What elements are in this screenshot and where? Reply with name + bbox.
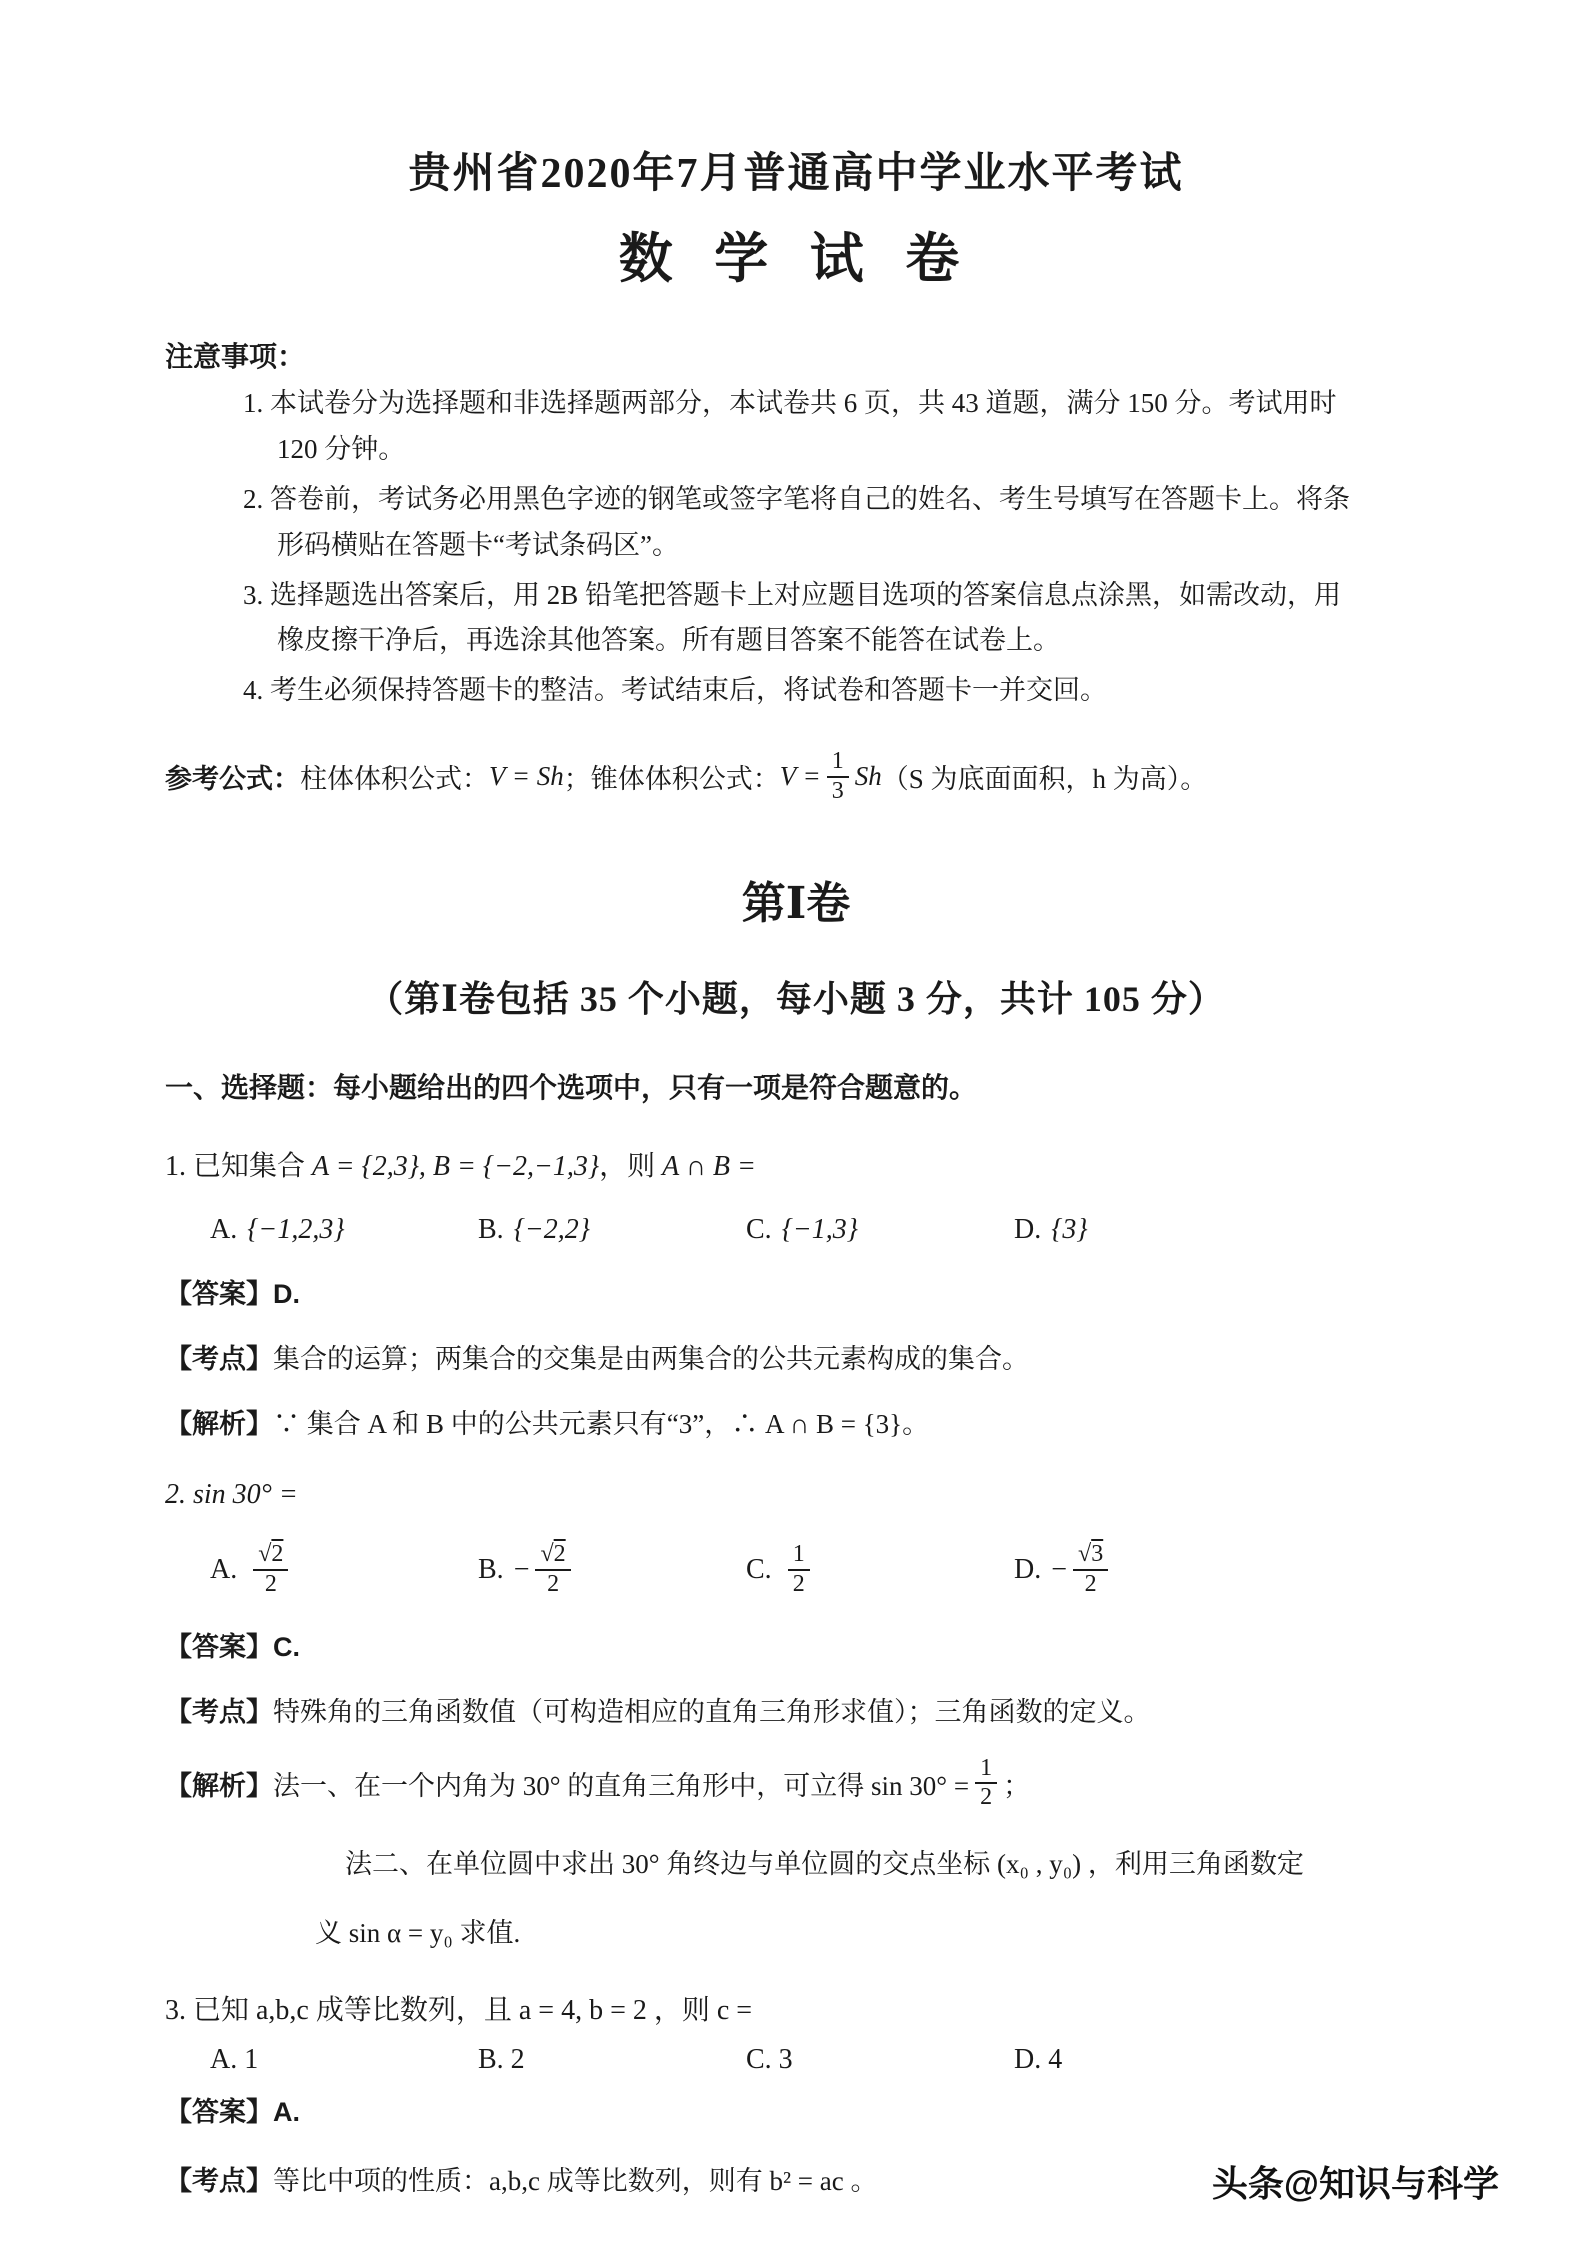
sqrt-radicand: 2 [553, 1541, 566, 1568]
q1-stem-text-1: 1. 已知集合 [165, 1151, 313, 1183]
sqrt-symbol: √ [1078, 1541, 1092, 1568]
q2-jiexi-tail: ； [1003, 1770, 1031, 1801]
q2-option-a-fraction [253, 1541, 288, 1598]
fraction-one-third [827, 748, 849, 805]
q1-option-c-value: {−1,3} [781, 1214, 858, 1246]
q1-jiexi-label: 【解析】 [165, 1409, 273, 1440]
sqrt-symbol: √ [258, 1541, 272, 1568]
q2-jiexi-method-1: 法一、在一个内角为 30° 的直角三角形中，可立得 sin 30° = [273, 1770, 970, 1801]
q3-answer-value: A. [273, 2096, 300, 2127]
formula-cone-tail: Sh [854, 761, 882, 792]
q3-kaodian-text: 等比中项的性质：a,b,c 成等比数列，则有 b² = ac 。 [273, 2165, 878, 2196]
note-item-1: 1. 本试卷分为选择题和非选择题两部分，本试卷共 6 页，共 43 道题，满分 150 分。考试用时 120 分钟。 [243, 388, 1337, 464]
question-2-options [165, 1541, 1427, 1598]
note-item-3: 3. 选择题选出答案后，用 2B 铅笔把答题卡上对应题目选项的答案信息点涂黑，如需改动，用橡皮擦干净后，再选涂其他答案。所有题目答案不能答在试卷上。 [243, 579, 1342, 656]
exam-title: 贵州省2020年7月普通高中学业水平考试 [408, 151, 1184, 197]
q1-stem-math-1: A = {2,3}, B = {−2,−1,3} [312, 1151, 600, 1183]
formula-text-3: （S 为底面面积，h 为高）。 [881, 764, 1208, 795]
q2-option-c-label: C. [746, 1554, 772, 1586]
q3-option-b: B. 2 [478, 2043, 525, 2075]
q3-answer-line [165, 2090, 1427, 2129]
q1-option-d-label: D. [1014, 1214, 1042, 1246]
q2-jiexi-line-3: 义 sin α = y₀ 求值. [315, 1917, 521, 1948]
q1-option-c [746, 1214, 1014, 1246]
note-item-2: 2. 答卷前，考试务必用黑色字迹的钢笔或签字笔将自己的姓名、考生号填写在答题卡上。将条形码横贴在答题卡“考试条码区”。 [243, 483, 1350, 560]
q3-answer-label: 【答案】 [165, 2096, 273, 2127]
q1-kaodian-label: 【考点】 [165, 1344, 273, 1375]
q2-jiexi-label: 【解析】 [165, 1770, 273, 1801]
q2-kaodian-label: 【考点】 [165, 1696, 273, 1727]
section-1-title: 第Ⅰ卷 [741, 879, 851, 929]
q1-option-d-value: {3} [1051, 1214, 1088, 1246]
q1-option-d [1014, 1214, 1282, 1246]
q2-jiexi-fraction [975, 1755, 997, 1812]
q1-option-b-label: B. [478, 1214, 504, 1246]
fraction-denominator: 3 [827, 776, 849, 806]
q2-answer-value: C. [273, 1631, 300, 1662]
q1-answer-value: D. [273, 1279, 300, 1310]
q1-option-a [210, 1214, 478, 1246]
notes-heading: 注意事项： [165, 341, 306, 372]
notes-list [243, 381, 1353, 714]
q2-option-b-fraction [535, 1541, 570, 1598]
q2-option-c-fraction [788, 1541, 810, 1598]
fraction-numerator: 1 [831, 748, 844, 775]
formula-cone-lead: V = [779, 761, 821, 792]
q2-kaodian-line [165, 1690, 1427, 1729]
note-item-4: 4. 考生必须保持答题卡的整洁。考试结束后，将试卷和答题卡一并交回。 [243, 675, 1107, 706]
q3-option-d: D. 4 [1014, 2043, 1063, 2075]
q2-answer-line [165, 1625, 1427, 1664]
question-3-stem: 3. 已知 a,b,c 成等比数列，且 a = 4, b = 2 ，则 c = [165, 1994, 753, 2026]
reference-formula-line [165, 748, 1427, 805]
q3-option-c: C. 3 [746, 2043, 793, 2075]
q1-kaodian-line [165, 1337, 1427, 1376]
q1-kaodian-text: 集合的运算；两集合的交集是由两集合的公共元素构成的集合。 [273, 1344, 1029, 1375]
formula-text-1: 柱体体积公式： [300, 764, 489, 795]
q2-option-d-sign: − [1051, 1554, 1068, 1586]
q2-option-b-sign: − [513, 1554, 530, 1586]
q3-kaodian-label: 【考点】 [165, 2165, 273, 2196]
question-1-options [165, 1214, 1427, 1246]
q2-option-b [478, 1541, 746, 1598]
q1-stem-math-2: A ∩ B = [662, 1151, 756, 1183]
q1-option-b-value: {−2,2} [513, 1214, 590, 1246]
exam-subject-title: 数 学 试 卷 [618, 229, 974, 289]
q3-option-a: A. 1 [210, 2043, 259, 2075]
q2-jiexi-den: 2 [975, 1782, 997, 1812]
q1-stem-text-2: ，则 [599, 1151, 663, 1183]
sqrt-radicand: 3 [1091, 1541, 1104, 1568]
q2-option-b-den: 2 [535, 1569, 570, 1599]
q2-option-b-label: B. [478, 1554, 504, 1586]
q2-jiexi-num: 1 [980, 1754, 993, 1781]
q2-option-d-den: 2 [1073, 1569, 1108, 1599]
q1-option-c-label: C. [746, 1214, 772, 1246]
q2-option-d-label: D. [1014, 1554, 1042, 1586]
formula-text-2: ；锥体体积公式： [563, 764, 780, 795]
section-1-subtitle: （第Ⅰ卷包括 35 个小题，每小题 3 分，共计 105 分） [367, 979, 1225, 1020]
choice-instruction: 一、选择题：每小题给出的四个选项中，只有一项是符合题意的。 [165, 1072, 978, 1104]
formula-label: 参考公式： [165, 764, 300, 795]
sqrt-symbol: √ [540, 1541, 554, 1568]
q2-option-d-fraction [1073, 1541, 1108, 1598]
q2-jiexi-line-1 [165, 1755, 1030, 1812]
q2-option-d [1014, 1541, 1282, 1598]
q2-answer-label: 【答案】 [165, 1631, 273, 1662]
q2-option-a-den: 2 [253, 1569, 288, 1599]
q2-jiexi-line-2: 法二、在单位圆中求出 30° 角终边与单位圆的交点坐标 (x₀ , y₀) ，利用三角函数定 [345, 1848, 1304, 1879]
watermark-credit: 头条@知识与科学 [1211, 2163, 1499, 2204]
q1-answer-line [165, 1272, 1427, 1311]
q2-option-a-label: A. [210, 1554, 238, 1586]
question-2-stem: 2. sin 30° = [165, 1479, 298, 1511]
q1-option-b [478, 1214, 746, 1246]
q2-option-c-num: 1 [792, 1541, 805, 1568]
q2-option-a [210, 1541, 478, 1598]
q2-option-c [746, 1541, 1014, 1598]
q1-option-a-value: {−1,2,3} [247, 1214, 345, 1246]
q2-option-c-den: 2 [788, 1569, 810, 1599]
formula-cylinder: V = Sh [489, 761, 564, 792]
question-3-options [165, 2044, 1427, 2076]
q1-option-a-label: A. [210, 1214, 238, 1246]
question-1-stem [165, 1144, 1427, 1184]
q1-jiexi-text: ∵ 集合 A 和 B 中的公共元素只有“3”，∴ A ∩ B = {3}。 [273, 1409, 930, 1440]
q1-jiexi-line [165, 1402, 1427, 1441]
q2-kaodian-text: 特殊角的三角函数值（可构造相应的直角三角形求值）；三角函数的定义。 [273, 1696, 1151, 1727]
sqrt-radicand: 2 [271, 1541, 284, 1568]
q1-answer-label: 【答案】 [165, 1279, 273, 1310]
